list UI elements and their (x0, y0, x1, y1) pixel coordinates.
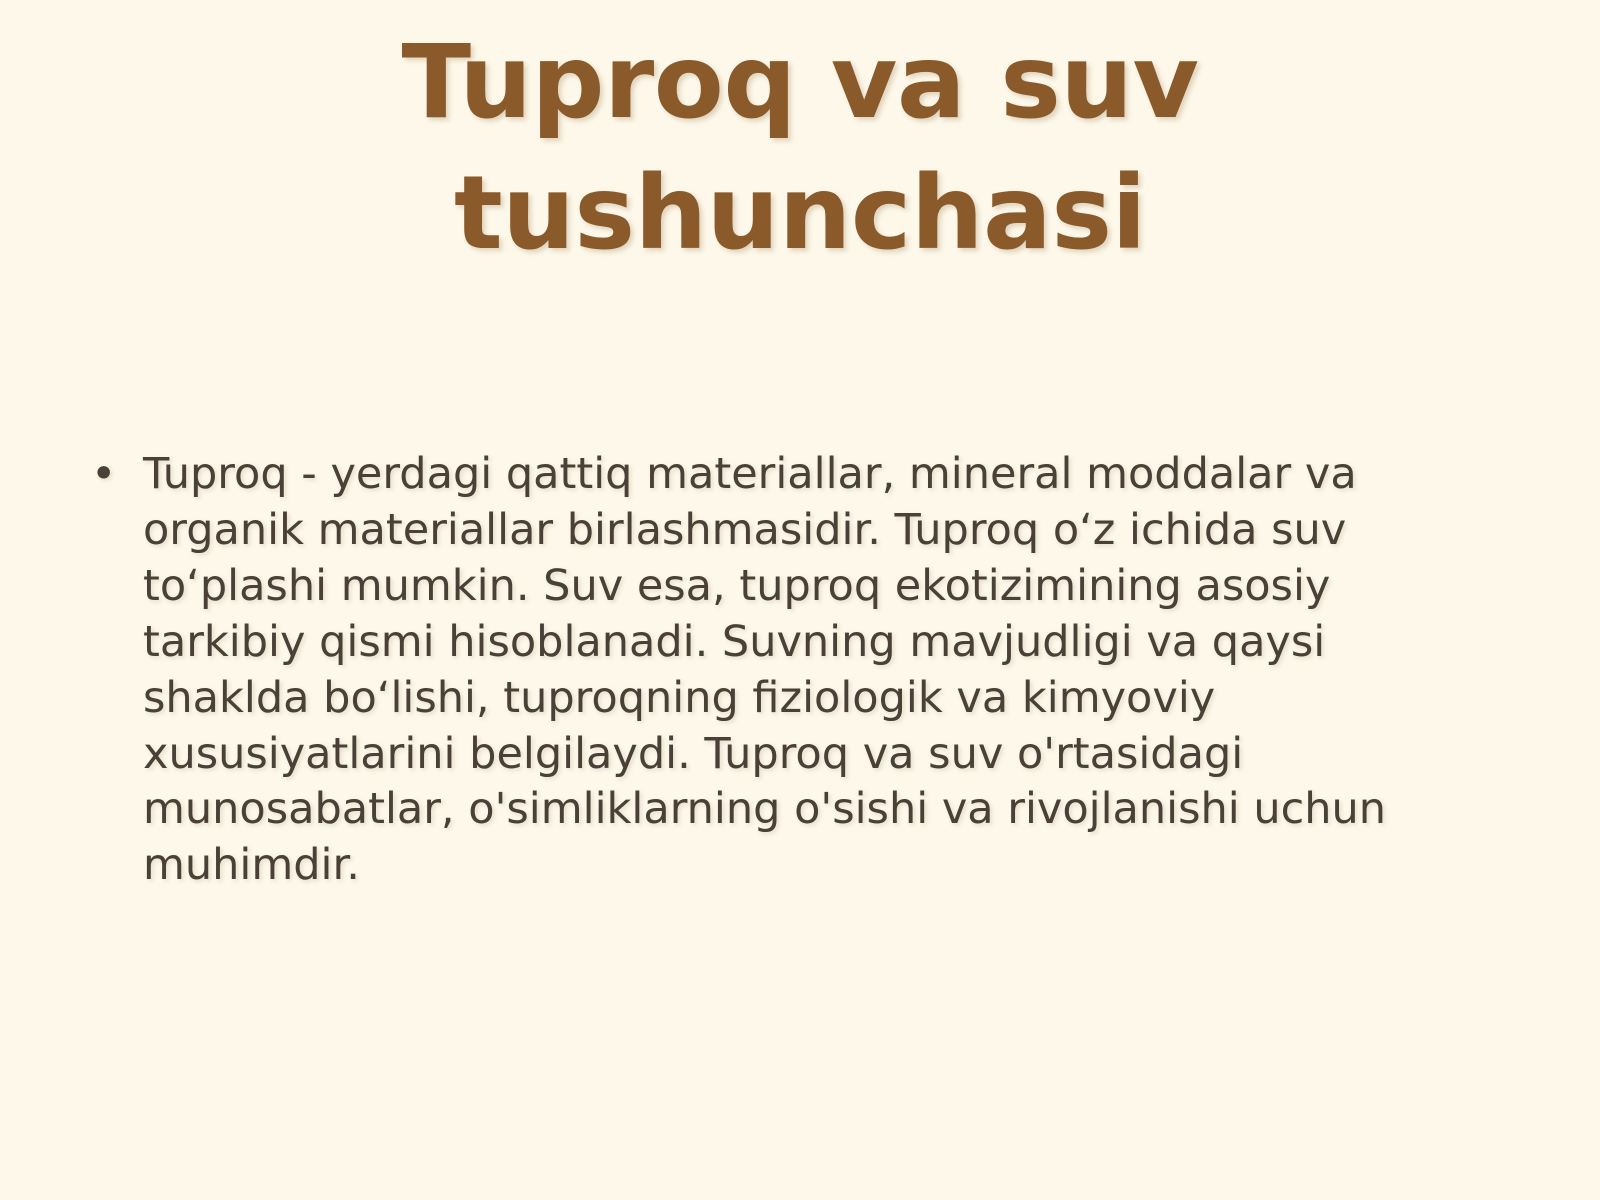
list-item-text: Tuproq - yerdagi qattiq materiallar, mineral moddalar va organik materiallar birlashmasidir. Tuproq o‘z ichida suv to‘plashi mumkin. Suv esa, tuproq ekotizimining asosiy tarkibiy qismi hisoblanadi. Suvning mavjudligi va qaysi shaklda bo‘lishi, tuproqning fiziologik va kimyoviy xususiyatlarini belgilaydi. Tuproq va suv o'rtasidagi munosabatlar, o'simliklarning o'sishi va rivojlanishi uchun muhimdir. (143, 449, 1387, 891)
list-item (75, 447, 1480, 894)
page-title: Tuproq va suv tushunchasi (401, 23, 1199, 273)
slide-body (0, 447, 1600, 894)
bullet-marker-icon: • (91, 449, 117, 500)
bullet-list (75, 447, 1480, 894)
